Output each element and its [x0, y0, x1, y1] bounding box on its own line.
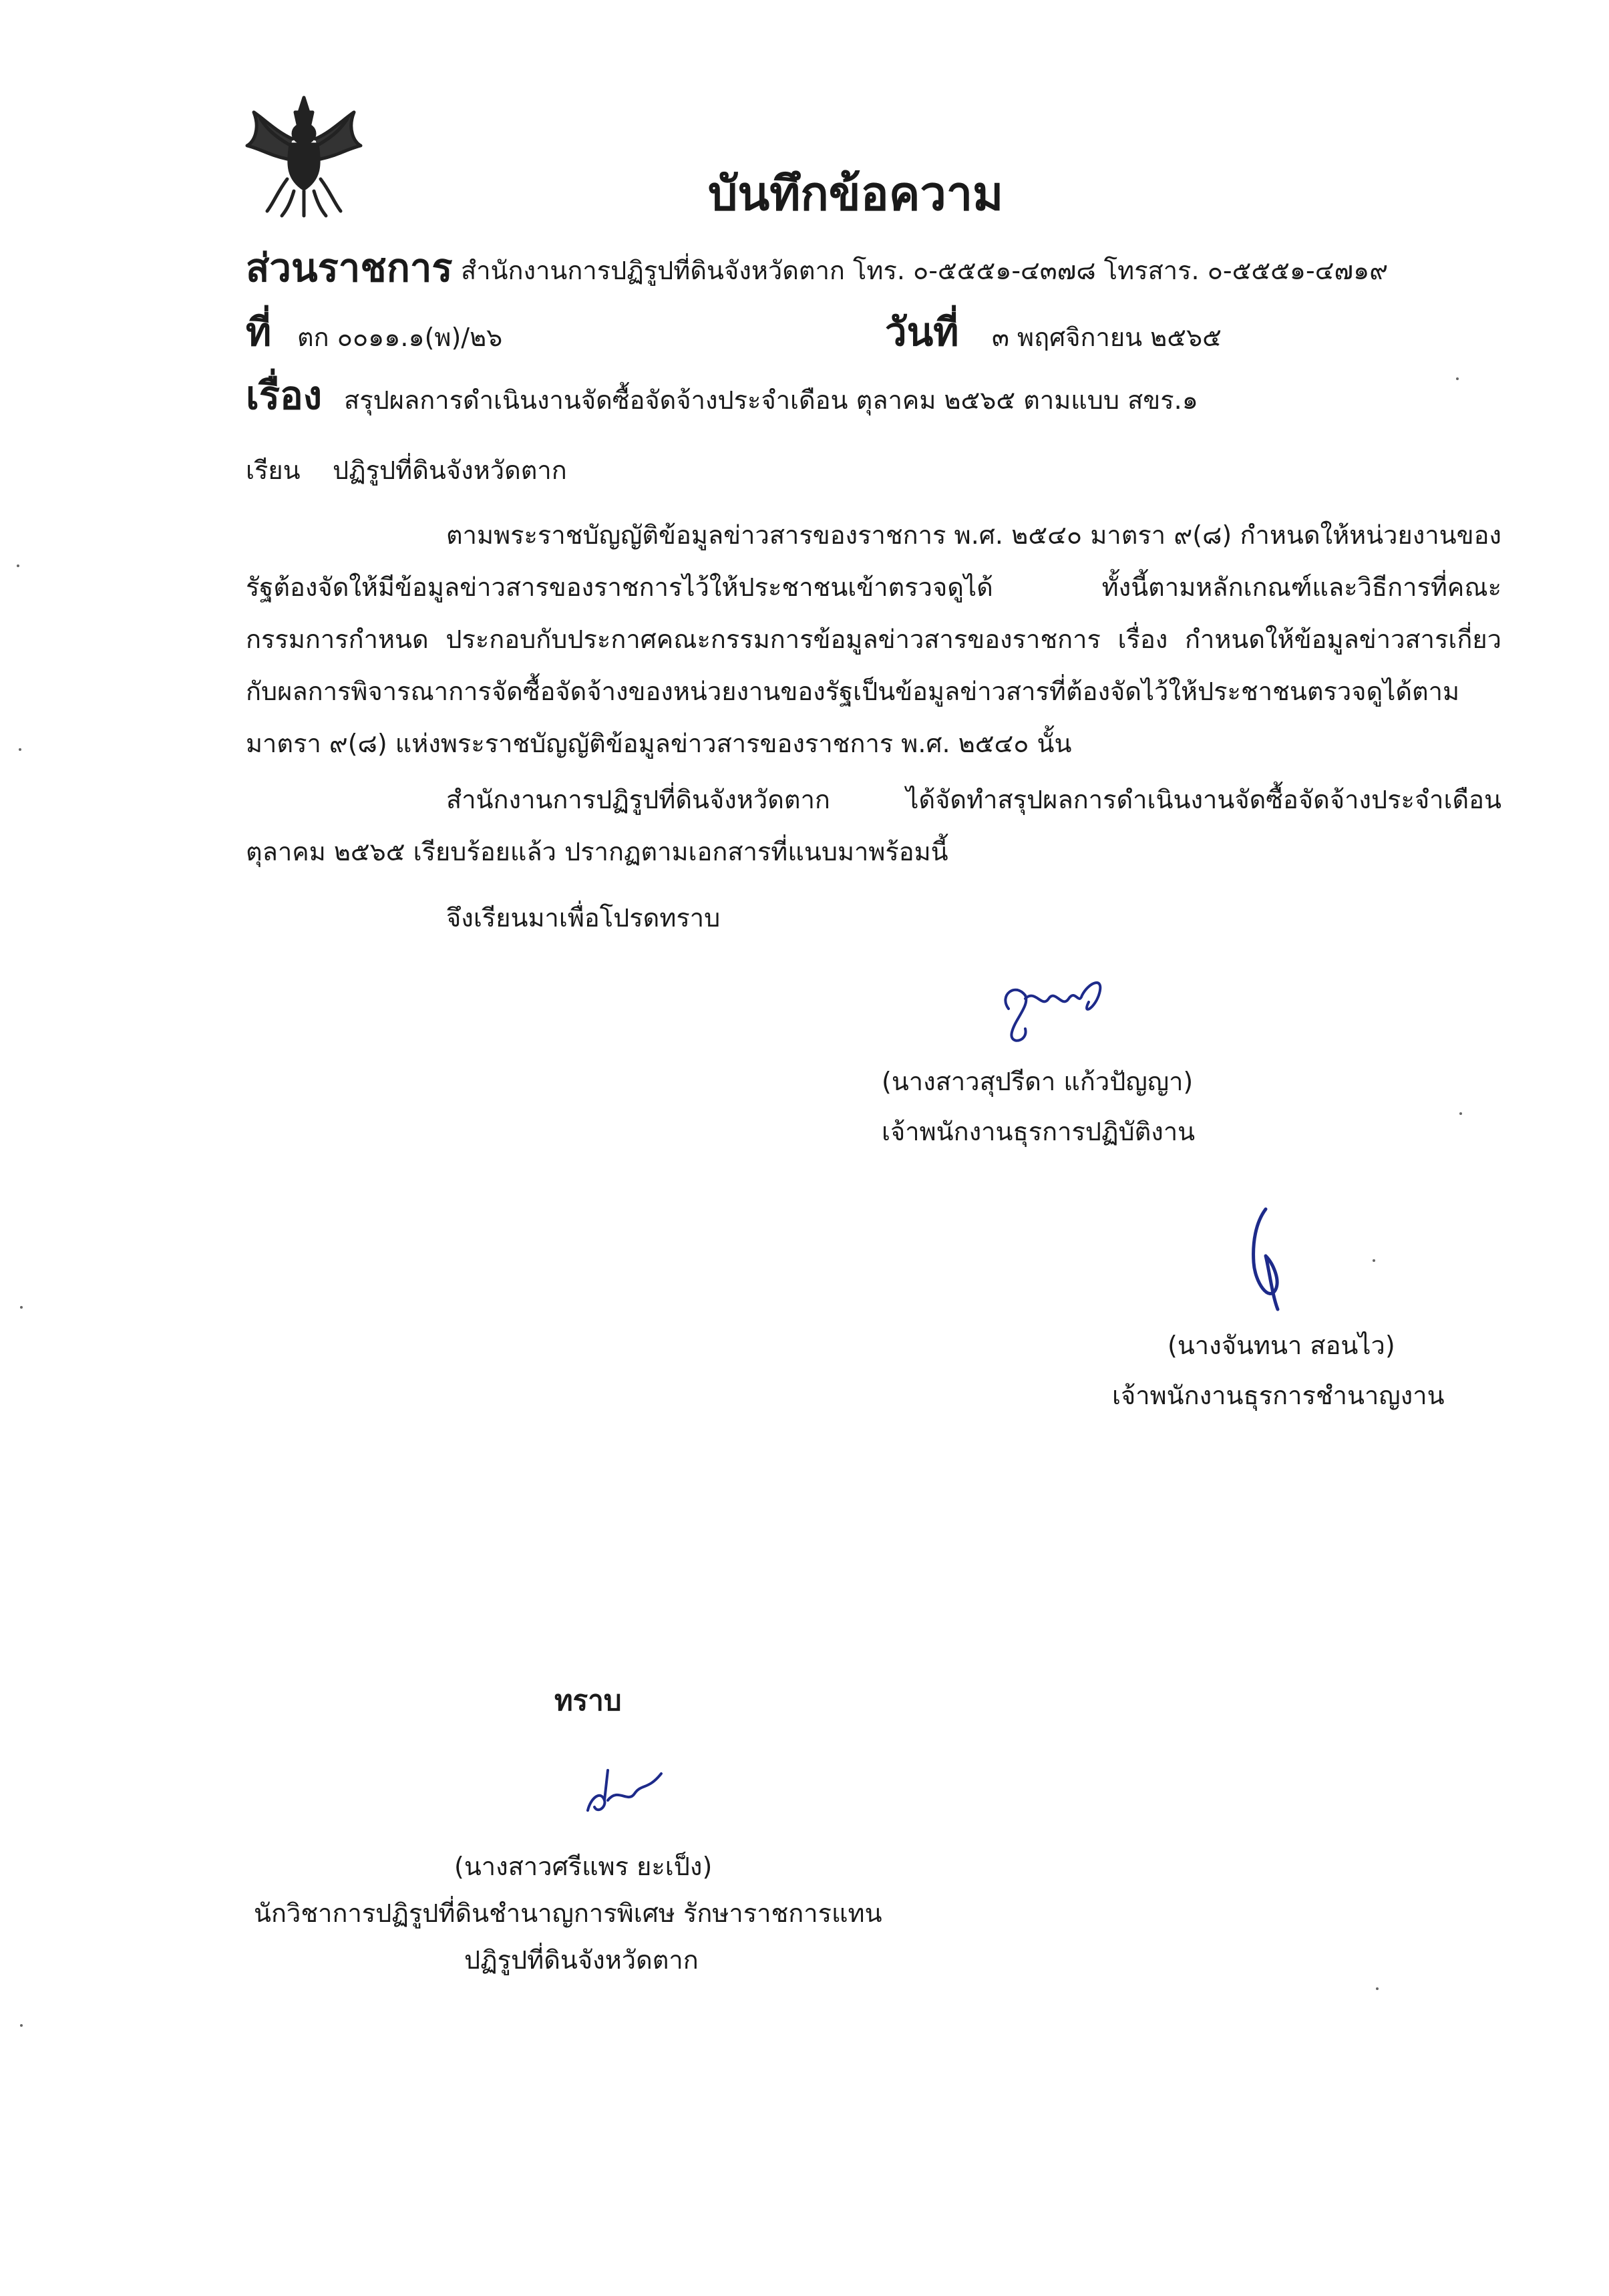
acknowledge-label: ทราบ	[554, 1684, 622, 1717]
to-label: เรียน	[246, 456, 301, 485]
ref-label: ที่	[246, 309, 272, 355]
subject-label: เรื่อง	[246, 373, 323, 418]
signature-2-ink	[1239, 1202, 1292, 1316]
to-value: ปฏิรูปที่ดินจังหวัดตาก	[333, 456, 567, 485]
signature-2-name: (นางจันทนา สอนไว)	[1168, 1331, 1395, 1360]
department-value: สำนักงานการปฏิรูปที่ดินจังหวัดตาก โทร. ๐-๕๕๕๑-๔๓๗๘ โทรสาร. ๐-๕๕๕๑-๔๗๑๙	[461, 256, 1389, 285]
scan-speck	[1373, 1259, 1375, 1262]
signature-1-position: เจ้าพนักงานธุรการปฏิบัติงาน	[882, 1117, 1196, 1146]
signature-1-name: (นางสาวสุปรีดา แก้วปัญญา)	[882, 1067, 1194, 1096]
date-value: ๓ พฤศจิกายน ๒๕๖๕	[992, 323, 1222, 352]
scan-speck	[20, 2024, 23, 2027]
memo-title: บันทึกข้อความ	[708, 166, 1004, 221]
body-paragraph-2: สำนักงานการปฏิรูปที่ดินจังหวัดตาก ได้จัดทำสรุปผลการดำเนินงานจัดซื้อจัดจ้างประจำเดือน ตุลาคม ๒๕๖๕ เรียบร้อยแล้ว ปรากฏตามเอกสารที่แนบมาพร้อมนี้	[246, 785, 1501, 866]
signature-3-name: (นางสาวศรีแพร ยะเป็ง)	[454, 1852, 713, 1881]
signature-3-ink	[581, 1764, 668, 1824]
scan-speck	[17, 564, 19, 567]
scan-speck	[20, 1306, 23, 1309]
signature-3-position-line1: นักวิชาการปฏิรูปที่ดินชำนาญการพิเศษ รักษาราชการแทน	[254, 1899, 882, 1928]
closing-line: จึงเรียนมาเพื่อโปรดทราบ	[446, 903, 721, 933]
subject-value: สรุปผลการดำเนินงานจัดซื้อจัดจ้างประจำเดือน ตุลาคม ๒๕๖๕ ตามแบบ สขร.๑	[344, 385, 1198, 415]
ref-value: ตก ๐๐๑๑.๑(พ)/๒๖	[297, 323, 503, 352]
date-label: วันที่	[885, 309, 959, 355]
signature-1-ink	[989, 969, 1115, 1055]
department-label: ส่วนราชการ	[246, 245, 453, 291]
signature-3-position-line2: ปฏิรูปที่ดินจังหวัดตาก	[464, 1945, 699, 1975]
garuda-emblem-icon	[240, 92, 367, 219]
scan-speck	[19, 748, 21, 751]
signature-2-position: เจ้าพนักงานธุรการชำนาญงาน	[1112, 1381, 1445, 1410]
scan-speck	[1456, 377, 1459, 380]
scan-speck	[1459, 1112, 1462, 1115]
body-paragraph-1: ตามพระราชบัญญัติข้อมูลข่าวสารของราชการ พ.ศ. ๒๕๔๐ มาตรา ๙(๘) กำหนดให้หน่วยงานของรัฐต้องจัดให้มีข้อมูลข่าวสารของราชการไว้ให้ประชาชนเข้าตรวจดูได้ ทั้งนี้ตามหลักเกณฑ์และวิธีการที่คณะกรรมการกำหนด ประกอบกับประกาศคณะกรรมการข้อมูลข่าวสารของราชการ เรื่อง กำหนดให้ข้อมูลข่าวสารเกี่ยวกับผลการพิจารณาการจัดซื้อจัดจ้างของหน่วยงานของรัฐเป็นข้อมูลข่าวสารที่ต้องจัดไว้ให้ประชาชนตรวจดูได้ตามมาตรา ๙(๘) แห่งพระราชบัญญัติข้อมูลข่าวสารของราชการ พ.ศ. ๒๕๔๐ นั้น	[246, 520, 1501, 758]
scan-speck	[1376, 1987, 1379, 1990]
